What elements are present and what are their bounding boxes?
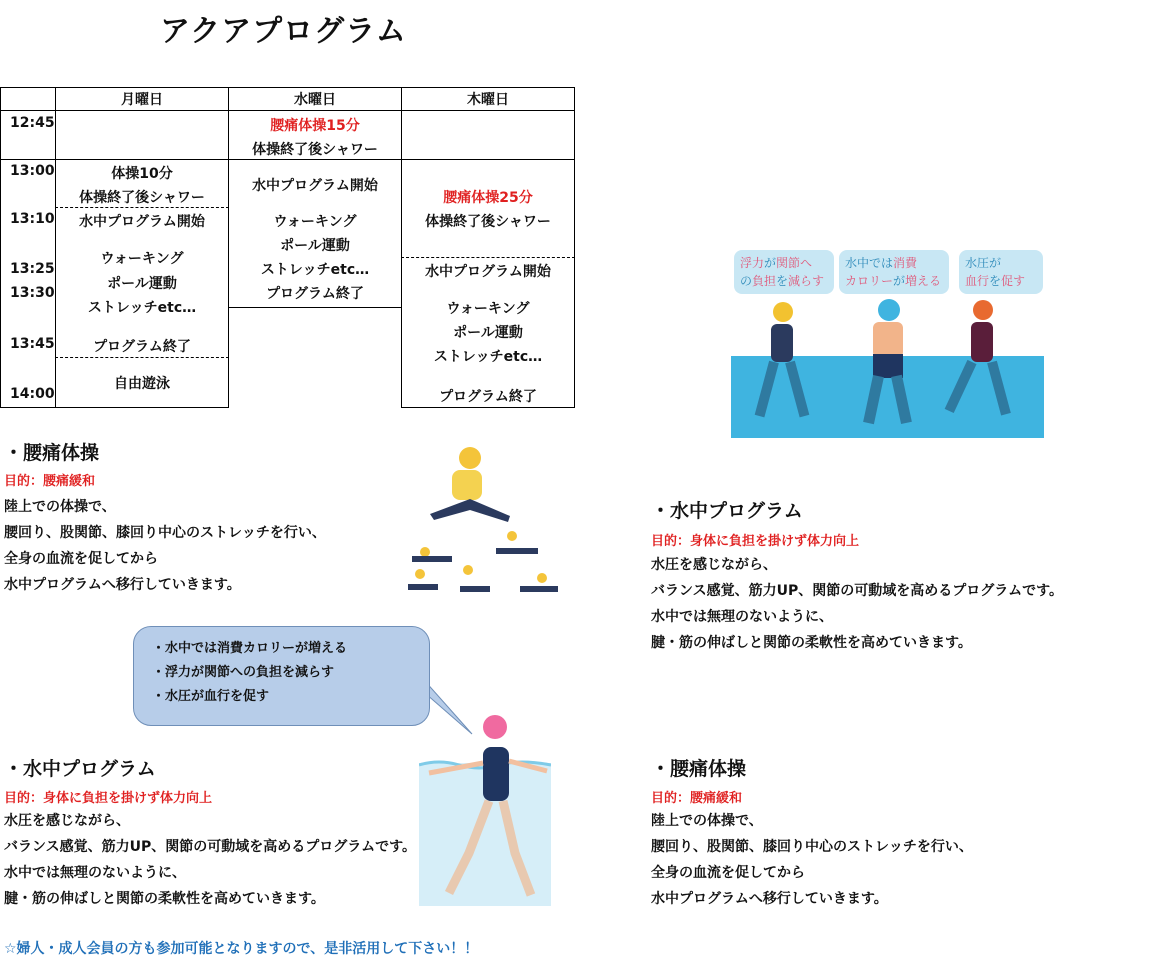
stretching-illustration [400, 444, 565, 600]
time-label: 14:00 [10, 386, 55, 402]
corner-cell [0, 87, 56, 111]
schedule-entry: 水中プログラム開始 [252, 178, 378, 194]
schedule-entry: 体操終了後シャワー [79, 190, 205, 206]
bubble-item: ・水圧が血行を促す [152, 689, 270, 704]
schedule-entry: 水中プログラム開始 [79, 214, 205, 230]
schedule-entry: ストレッチetc… [87, 300, 197, 316]
aqua-purpose: 目的：身体に負担を掛けず体力向上 [651, 534, 860, 549]
aqua-heading-2: ・水中プログラム [4, 758, 156, 780]
schedule-entry: 自由遊泳 [114, 376, 170, 392]
info-tag-calories: 水中では消費 カロリーが増える [839, 250, 949, 294]
schedule-entry: ポール運動 [453, 325, 523, 341]
bubble-item: ・水中では消費カロリーが増える [152, 641, 348, 656]
schedule-entry: 体操10分 [111, 166, 173, 182]
page-title: アクアプログラム [160, 14, 407, 49]
day-header-monday: 月曜日 [55, 87, 229, 111]
time-label: 12:45 [10, 115, 55, 131]
aqua-description-2: 水圧を感じながら、 バランス感覚、筋力UP、関節の可動域を高めるプログラムです。 水中では無理のないように、 腱・筋の伸ばしと関節の柔軟性を高めていきます。 [4, 813, 416, 907]
schedule-entry: ストレッチetc… [433, 349, 543, 365]
schedule-entry: プログラム終了 [266, 286, 364, 302]
schedule-entry: プログラム終了 [439, 389, 537, 405]
info-tag-buoyancy: 浮力が関節へ の負担を減らす [734, 250, 834, 294]
time-label: 13:10 [10, 211, 55, 227]
thursday-column [401, 0, 575, 410]
time-label: 13:30 [10, 285, 55, 301]
schedule-entry: 体操終了後シャワー [252, 142, 378, 158]
schedule-entry: ポール運動 [280, 238, 350, 254]
info-tag-pressure: 水圧が 血行を促す [959, 250, 1043, 294]
swimmer-picture [419, 713, 551, 906]
schedule-entry: ウォーキング [273, 214, 357, 230]
grid-line [0, 111, 1, 408]
schedule-entry: 体操終了後シャワー [425, 214, 551, 230]
day-header-wednesday: 水曜日 [228, 87, 402, 111]
wednesday-column [228, 0, 402, 410]
schedule-entry: ウォーキング [446, 301, 530, 317]
schedule-entry: ストレッチetc… [260, 262, 370, 278]
footer-note: ☆婦人・成人会員の方も参加可能となりますので、是非活用して下さい！！ [4, 941, 479, 957]
schedule-entry: プログラム終了 [93, 339, 191, 355]
grid-line [0, 407, 56, 408]
time-label: 13:25 [10, 261, 55, 277]
swimmer-illustration [419, 713, 551, 906]
time-label: 13:00 [10, 163, 55, 179]
schedule-entry: ポール運動 [107, 276, 177, 292]
lumbago-heading-2: ・腰痛体操 [651, 758, 747, 780]
day-header-thursday: 木曜日 [401, 87, 575, 111]
lumbago-description-2: 陸上での体操で、 腰回り、股関節、膝回り中心のストレッチを行い、 全身の血流を促してから 水中プログラムへ移行していきます。 [651, 813, 973, 907]
stretching-picture [400, 444, 565, 600]
aqua-heading: ・水中プログラム [651, 500, 803, 522]
aqua-purpose-2: 目的：身体に負担を掛けず体力向上 [4, 791, 213, 806]
lumbago-description: 陸上での体操で、 腰回り、股関節、膝回り中心のストレッチを行い、 全身の血流を促してから 水中プログラムへ移行していきます。 [4, 499, 326, 593]
schedule-entry: ウォーキング [100, 251, 184, 267]
aqua-description: 水圧を感じながら、 バランス感覚、筋力UP、関節の可動域を高めるプログラムです。 水中では無理のないように、 腱・筋の伸ばしと関節の柔軟性を高めていきます。 [651, 557, 1063, 651]
aqua-walking-illustration [731, 244, 1044, 438]
lumbago-heading: ・腰痛体操 [4, 442, 100, 464]
time-label: 13:45 [10, 336, 55, 352]
schedule-entry: 水中プログラム開始 [425, 264, 551, 280]
schedule-entry-highlight: 腰痛体操25分 [443, 190, 533, 206]
lumbago-purpose: 目的：腰痛緩和 [4, 474, 96, 489]
bubble-item: ・浮力が関節への負担を減らす [152, 665, 335, 680]
schedule-entry-highlight: 腰痛体操15分 [270, 118, 360, 134]
lumbago-purpose-2: 目的：腰痛緩和 [651, 791, 743, 806]
monday-column [55, 0, 229, 410]
benefits-bubble [133, 626, 430, 726]
